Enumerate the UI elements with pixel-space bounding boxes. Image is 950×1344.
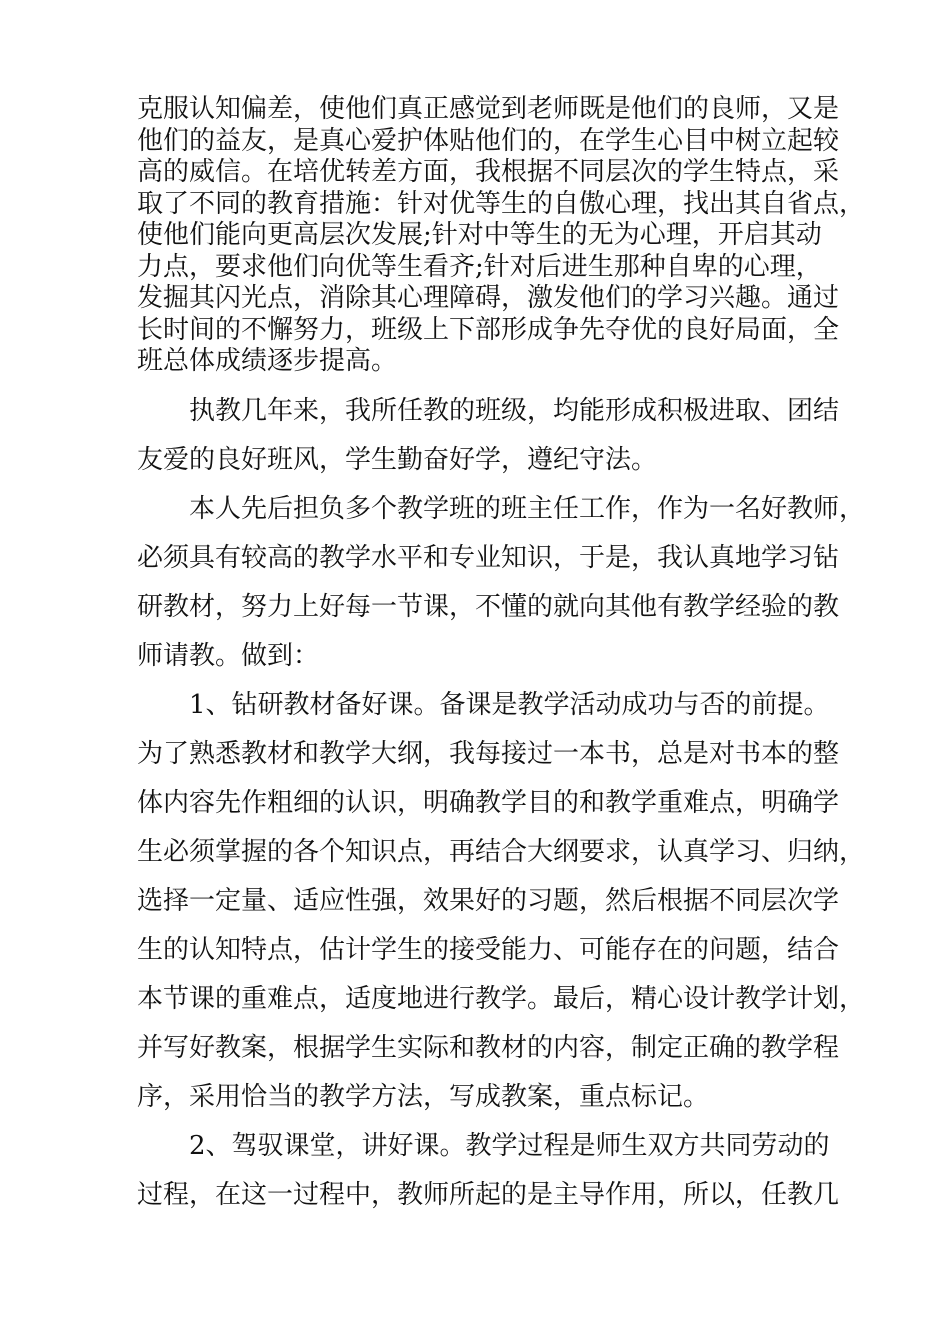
text-line: 力点，要求他们向优等生看齐;针对后进生那种自卑的心理， [137, 251, 822, 282]
text-line: 本节课的重难点，适度地进行教学。最后，精心设计教学计划， [137, 984, 866, 1014]
text-line: 本人先后担负多个教学班的班主任工作，作为一名好教师， [189, 494, 866, 524]
text-line: 长时间的不懈努力，班级上下部形成争先夺优的良好局面，全 [137, 314, 840, 345]
text-line: 友爱的良好班风，学生勤奋好学，遵纪守法。 [137, 445, 658, 475]
paragraph-2 [137, 396, 840, 475]
text-line: 研教材，努力上好每一节课，不懂的就向其他有教学经验的教 [137, 592, 840, 622]
text-line: 使他们能向更高层次发展;针对中等生的无为心理，开启其动 [137, 220, 822, 250]
text-line: 必须具有较高的教学水平和专业知识，于是，我认真地学习钻 [137, 543, 840, 573]
text-line: 生必须掌握的各个知识点，再结合大纲要求，认真学习、归纳， [137, 837, 866, 867]
text-line: 2、驾驭课堂，讲好课。教学过程是师生双方共同劳动的 [189, 1131, 830, 1161]
text-line: 执教几年来，我所任教的班级，均能形成积极进取、团结 [189, 396, 840, 426]
text-line: 体内容先作粗细的认识，明确教学目的和教学重难点，明确学 [137, 788, 840, 818]
paragraph-3 [137, 494, 866, 671]
text-line: 过程，在这一过程中，教师所起的是主导作用，所以，任教几 [137, 1180, 840, 1210]
text-line: 师请教。做到： [137, 641, 320, 671]
text-line: 班总体成绩逐步提高。 [137, 346, 398, 376]
text-line: 发掘其闪光点，消除其心理障碍，激发他们的学习兴趣。通过 [137, 283, 840, 313]
paragraph-1 [137, 94, 866, 376]
text-line: 他们的益友，是真心爱护体贴他们的，在学生心目中树立起较 [137, 125, 840, 156]
text-line: 选择一定量、适应性强，效果好的习题，然后根据不同层次学 [137, 886, 840, 916]
paragraph-5 [137, 1131, 840, 1210]
document-page [137, 94, 866, 1231]
text-line: 克服认知偏差，使他们真正感觉到老师既是他们的良师，又是 [137, 94, 840, 124]
text-line: 生的认知特点，估计学生的接受能力、可能存在的问题，结合 [137, 935, 840, 965]
text-line: 取了不同的教育措施：针对优等生的自傲心理，找出其自省点， [137, 188, 866, 219]
text-line: 并写好教案，根据学生实际和教材的内容，制定正确的教学程 [137, 1033, 840, 1063]
text-line: 序，采用恰当的教学方法，写成教案，重点标记。 [137, 1082, 710, 1112]
text-line: 1、钻研教材备好课。备课是教学活动成功与否的前提。 [189, 690, 830, 720]
text-line: 为了熟悉教材和教学大纲，我每接过一本书，总是对书本的整 [137, 739, 840, 769]
paragraph-4 [137, 690, 866, 1112]
text-line: 高的威信。在培优转差方面，我根据不同层次的学生特点，采 [137, 157, 840, 187]
